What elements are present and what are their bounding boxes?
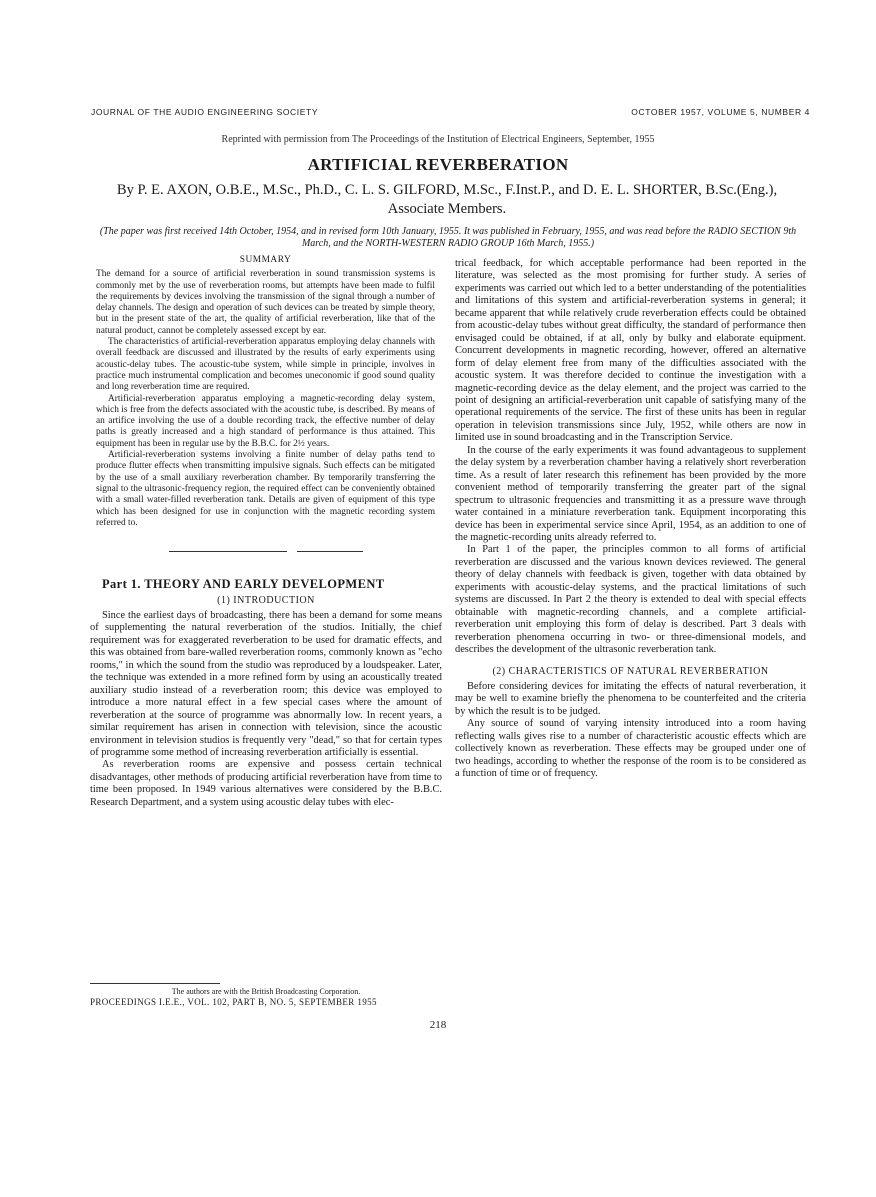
body-paragraph: trical feedback, for which acceptable performance had been reported in the literature, was selected as the most promising for further study. A series of experiments was carried out which led to a better understanding of the potentialities and limitations of this system and artificial-reverberation systems in general; it became apparent that while relatively crude reverberation effects could be obtained from acoustic-delay tubes without great difficulty, the standard of performance then envisaged could be obtained, if at all, only by bulky and elaborate equipment. Concurrent developments in magnetic recording, however, offered an alternative form of delay element free from many of the difficulties associated with the acoustic system. It was therefore decided to continue the investigation with a magnetic-recording device as the delay element, and the project was carried to the point of designing an artificial-reverberation unit capable of satisfying many of the operational requirements of the service. The first of these units has been in regular operation in television transmissions since July, 1952, while others are now in limited use in sound broadcasting and in the Transcription Service. (455, 258, 806, 444)
section-heading-characteristics: (2) CHARACTERISTICS OF NATURAL REVERBERATION (492, 665, 769, 677)
summary-paragraph: Artificial-reverberation apparatus employing a magnetic-recording delay system, which is free from the defects associated with the acoustic tube, is described. By means of an artifice involving the use of a double recording track, the effective number of delay paths is greatly increased and a high standard of performance is thus attained. This equipment has been in regular use by the B.B.C. for 2½ years. (96, 393, 435, 449)
body-paragraph: Any source of sound of varying intensity introduced into a room having reflecting walls gives rise to a number of characteristic acoustic effects which are collectively known as reverberation. These effects may be grouped under one of two headings, according to whether the response of the room is to be considered as a function of time or of frequency. (455, 718, 806, 780)
part-heading: Part 1. THEORY AND EARLY DEVELOPMENT (102, 577, 385, 592)
summary (96, 255, 435, 529)
summary-paragraph: The characteristics of artificial-reverberation apparatus employing delay channels with overall feedback are discussed and illustrated by the results of early experiments using acoustic-delay tubes. The acoustic-tube system, while simple in principle, involves in practice much instrumental complication and becomes uneconomic if good sound quality and long reverberation time are required. (96, 337, 435, 393)
authors: By P. E. AXON, O.B.E., M.Sc., Ph.D., C. L. S. GILFORD, M.Sc., F.Inst.P., and D. E. L. SHORTER, B.Sc.(Eng.), Associate Members. (116, 182, 778, 217)
page-number: 218 (429, 1019, 447, 1031)
right-column (455, 258, 806, 781)
summary-heading: SUMMARY (239, 255, 292, 265)
left-column (90, 255, 442, 809)
footnote-block (90, 983, 442, 1007)
issue-header: OCTOBER 1957, VOLUME 5, NUMBER 4 (631, 107, 810, 117)
section-divider (90, 551, 442, 552)
proceedings-citation: PROCEEDINGS I.E.E., VOL. 102, PART B, NO. 5, SEPTEMBER 1955 (90, 997, 377, 1007)
footnote: The authors are with the British Broadcasting Corporation. (171, 987, 361, 996)
section-heading-introduction: (1) INTRODUCTION (217, 594, 315, 606)
body-paragraph: In the course of the early experiments it was found advantageous to supplement the delay system by a reverberation chamber having a relatively short reverberation time. As a result of later research this refinement has been provided by the more convenient method of temporarily transferring the greater part of the signal spectrum to ultrasonic frequencies and transmitting it as a pressure wave through water contained in a miniature reverberation tank. Equipment incorporating this device has been in experimental service since April, 1954, as an addition to one of the magnetic-recording units already referred to. (455, 444, 806, 543)
journal-header: JOURNAL OF THE AUDIO ENGINEERING SOCIETY (91, 107, 319, 117)
footnote-rule (90, 983, 220, 984)
summary-paragraph: Artificial-reverberation systems involving a finite number of delay paths tend to produce flutter effects when transmitting impulsive signals. Such effects can be mitigated by the use of a small auxiliary reverberation chamber. By temporarily transferring the signal to the ultrasonic-frequency region, the required effect can be conveniently obtained with a small water-filled reverberation tank. Details are given of equipment of this type which has been designed for use in conjunction with the magnetic recording system referred to. (96, 450, 435, 528)
reprint-line: Reprinted with permission from The Proceedings of the Institution of Electrical Engineers, September, 1955 (221, 134, 655, 145)
summary-paragraph: The demand for a source of artificial reverberation in sound transmission systems is commonly met by the use of reverberation rooms, but attempts have been made to fulfil the requirements by devices involving the transmission of the signal through a number of delay channels. The design and operation of such devices can be treated by simple theory, but in the present state of the art, the quality of artificial reverberation, like that of the natural product, cannot be completely assessed except by ear. (96, 269, 435, 336)
body-paragraph: Since the earliest days of broadcasting, there has been a demand for some means of supplementing the natural reverberation of the studios. Initially, the chief requirement was for exaggerated reverberation to be used for dramatic effects, and this was obtained from bare-walled reverberation rooms, commonly known as "echo rooms," in which the sound from the studio was reproduced by a loudspeaker. Later, the technique was extended in a more refined form by using an acoustically treated auxiliary studio instead of a reverberation room; this device was employed to introduce a more natural effect in a few special cases where the amount of reverberation at the source of programme was abnormally low. In recent years, a similar requirement has arisen in connection with television, since the acoustic environment in television studios is frequently very "dead," so that for certain types of programme some method of increasing reverberation artificially is essential. (90, 610, 442, 759)
received-note: (The paper was first received 14th October, 1954, and in revised form 10th January, 1955. It was published in February, 1955, and was read before the RADIO SECTION 9th March, and the NORTH-WESTERN RADIO GROUP 16th March, 1955.) (99, 226, 797, 249)
paper-title: ARTIFICIAL REVERBERATION (307, 155, 569, 174)
body-paragraph: As reverberation rooms are expensive and possess certain technical disadvantages, other methods of producing artificial reverberation have from time to time been proposed. In 1949 various alternatives were considered by the B.B.C. Research Department, and a system using acoustic delay tubes with elec- (90, 759, 442, 808)
body-paragraph: Before considering devices for imitating the effects of natural reverberation, it may be well to examine briefly the phenomena to be counterfeited and the criteria by which the result is to be judged. (455, 680, 806, 717)
body-paragraph: In Part 1 of the paper, the principles common to all forms of artificial reverberation are discussed and the various known devices reviewed. The general theory of delay channels with feedback is given, together with data obtained by experiments with acoustic-delay systems, and the practical limitations of such systems are discussed. In Part 2 the theory is extended to deal with special effects obtainable with magnetic-recording channels, and a complete artificial-reverberation unit employing this form of delay is described. Part 3 deals with reverberation phenomena occurring in two- or three-dimensional models, and describes the development of the ultrasonic reverberation tank. (455, 544, 806, 656)
